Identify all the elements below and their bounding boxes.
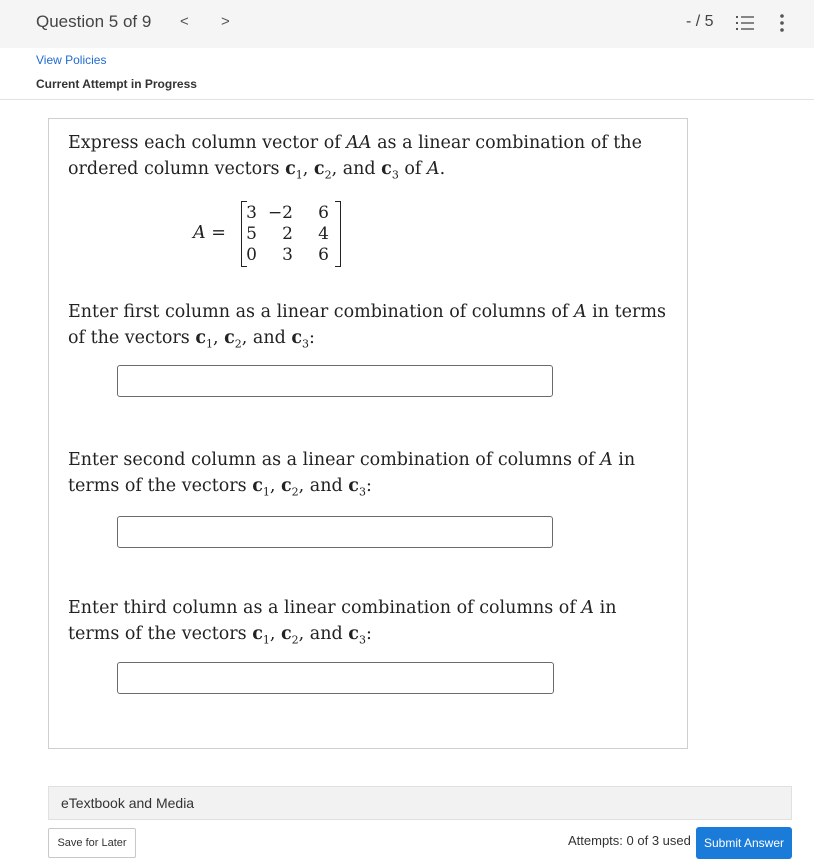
matrix-cell: 4 xyxy=(318,224,329,244)
matrix-cell: 2 xyxy=(282,224,293,244)
matrix-A xyxy=(241,201,341,267)
attempt-status: Current Attempt in Progress xyxy=(36,77,197,91)
question-box xyxy=(48,118,688,749)
previous-question-button[interactable]: < xyxy=(180,13,189,30)
submit-answer-button[interactable]: Submit Answer xyxy=(696,827,792,859)
attempts-counter: Attempts: 0 of 3 used xyxy=(568,833,691,848)
more-vertical-icon[interactable] xyxy=(778,13,786,33)
first-column-answer-input[interactable] xyxy=(117,365,553,397)
question-header xyxy=(0,0,814,48)
list-icon[interactable] xyxy=(736,14,754,32)
matrix-label: A = xyxy=(193,223,226,243)
question-meta xyxy=(0,48,814,100)
matrix-cell: −2 xyxy=(267,203,293,223)
matrix-cell: 6 xyxy=(318,245,329,265)
next-question-button[interactable]: > xyxy=(221,13,230,30)
matrix-cell: 3 xyxy=(246,203,257,223)
save-for-later-button[interactable]: Save for Later xyxy=(48,828,136,858)
matrix-cell: 5 xyxy=(246,224,257,244)
etextbook-media-panel[interactable]: eTextbook and Media xyxy=(48,786,792,820)
instruction-second-column: Enter second column as a linear combination of columns of A in terms of the vectors $c_1$, $c_2$, and $c_3$: xyxy=(68,450,636,499)
second-column-answer-input[interactable] xyxy=(117,516,553,548)
third-column-answer-input[interactable] xyxy=(117,662,554,694)
instruction-first-column: Enter first column as a linear combination of columns of A in terms of the vectors $c_1$, $c_2$, and $c_3$: xyxy=(68,302,666,351)
score-display: - / 5 xyxy=(686,13,714,30)
right-bracket xyxy=(335,201,341,267)
view-policies-link[interactable]: View Policies xyxy=(36,53,107,67)
matrix-cell: 6 xyxy=(318,203,329,223)
instruction-third-column: Enter third column as a linear combination of columns of A in terms of the vectors $c_1$, $c_2$, and $c_3$: xyxy=(68,598,617,647)
matrix-cell: 0 xyxy=(246,245,257,265)
question-counter: Question 5 of 9 xyxy=(36,12,152,31)
matrix-cell: 3 xyxy=(282,245,293,265)
question-prompt: Express each column vector of AA as a linear combination of the ordered column vectors $c_1$, $c_2$, and $c_3$ of A. xyxy=(68,133,642,182)
